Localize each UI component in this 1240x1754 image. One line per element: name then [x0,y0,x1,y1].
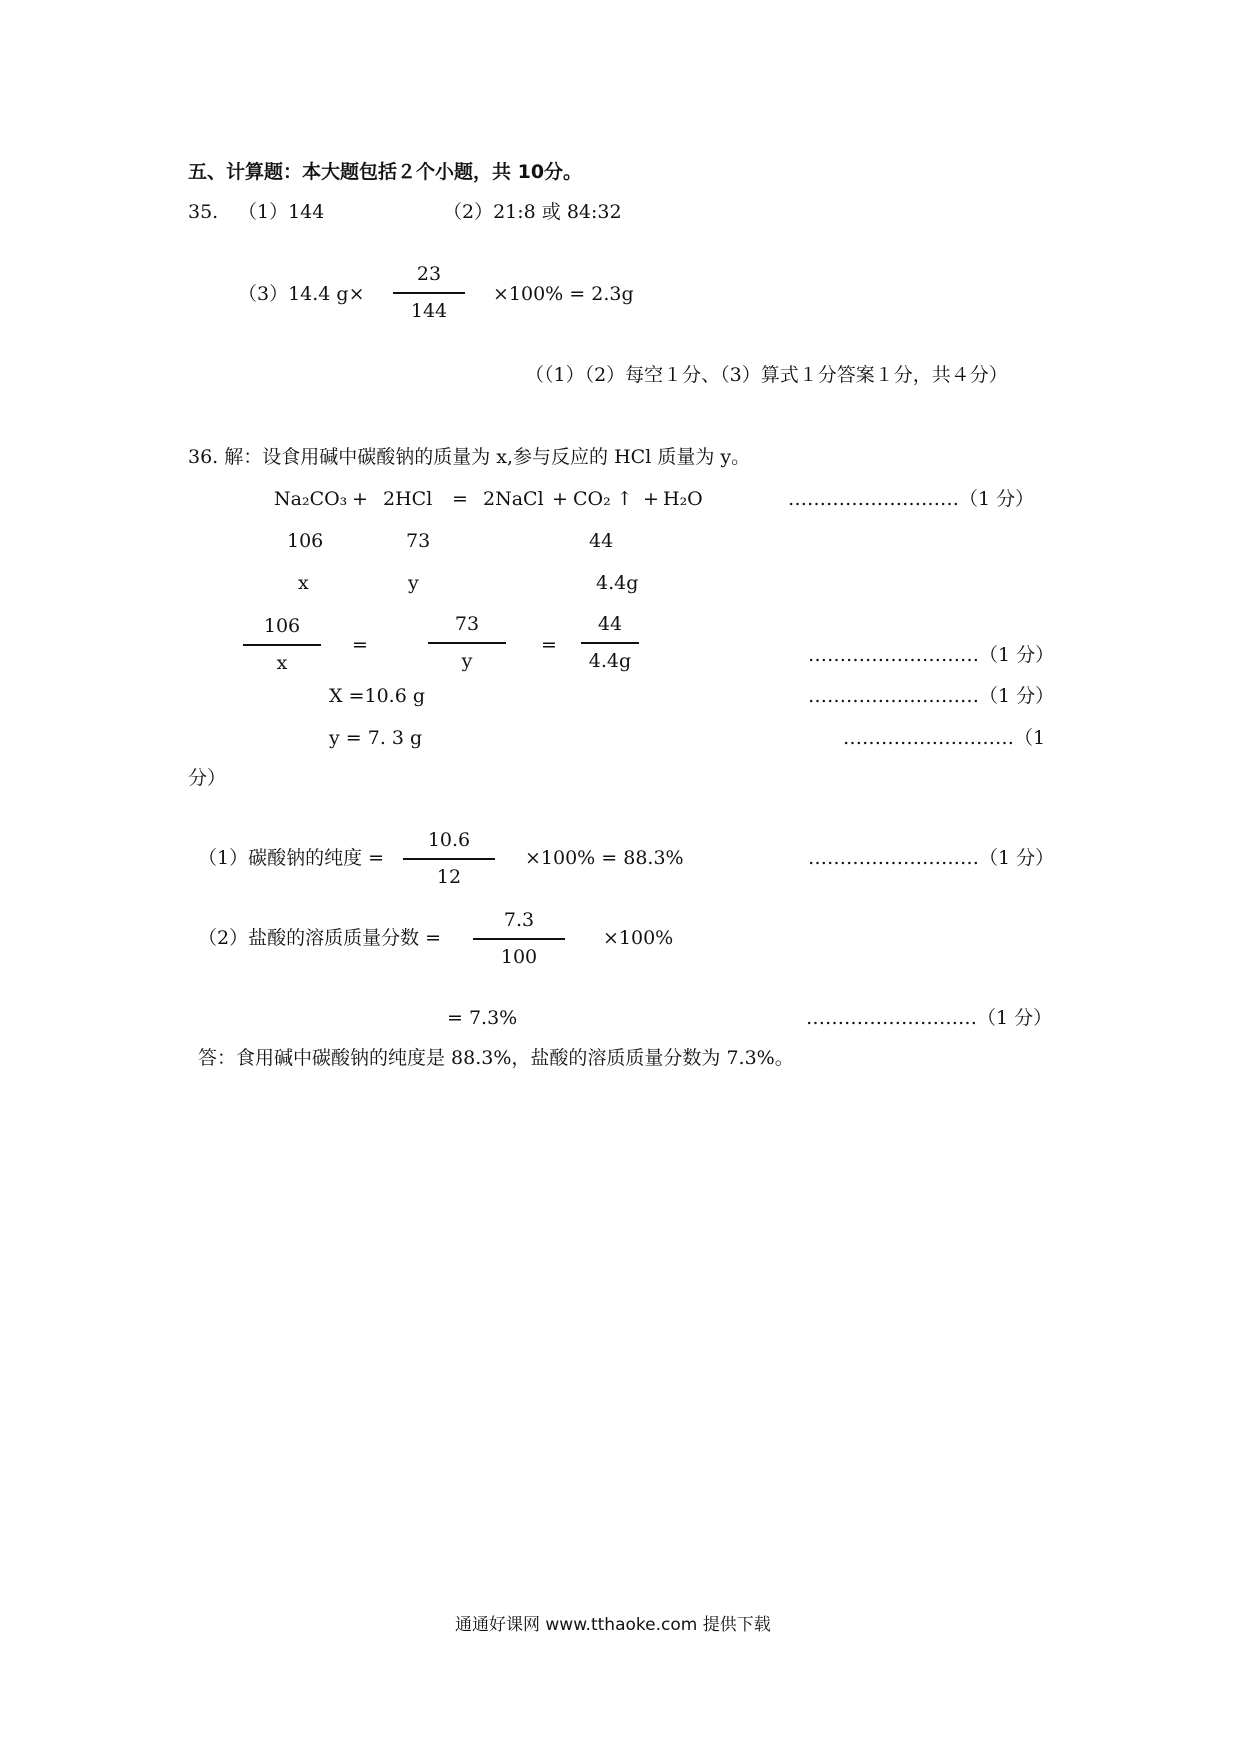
q35-part2: （2）21:8 或 84:32 [443,201,622,223]
fraction-numerator: 10.6 [427,829,471,851]
eq-plus-3: + [643,488,659,510]
fraction-numerator: 7.3 [503,909,535,931]
eq-plus-1: + [352,488,368,510]
ratio-equals-2: = [541,634,557,656]
q35-scoring: （（1）（2）每空１分、（3）算式１分答案１分，共４分） [525,364,1008,386]
x-result: X =10.6 g [329,685,425,707]
fraction-bar [403,858,495,860]
q35-fraction [393,265,465,321]
ratio-score: ………………………（1 分） [808,644,1055,666]
ratio-fraction-3 [581,615,639,671]
fraction-numerator: 23 [416,263,442,285]
unknown-y: y [408,572,419,594]
unknown-x: x [298,572,309,594]
eq-na2co3: Na₂CO₃ [274,488,348,510]
concentration-multiplier: ×100% [603,927,674,949]
eq-nacl: 2NaCl [483,488,544,510]
fraction-bar [393,292,465,294]
purity-label: （1）碳酸钠的纯度 = [198,847,385,869]
eq-plus-2: + [552,488,568,510]
ratio-equals-1: = [352,634,368,656]
concentration-result: = 7.3% [447,1007,518,1029]
y-result: y = 7. 3 g [329,727,423,749]
given-co2-mass: 4.4g [596,572,639,594]
fraction-denominator: 12 [436,866,462,888]
eq-hcl: 2HCl [383,488,433,510]
y-score-wrap: 分） [188,767,227,789]
fraction-numerator: 44 [597,613,623,635]
x-score: ………………………（1 分） [808,685,1055,707]
mass-co2: 44 [589,530,614,552]
mass-hcl: 73 [406,530,431,552]
fraction-denominator: 4.4g [588,650,632,672]
q35-part3-suffix: ×100% = 2.3g [493,283,634,305]
eq-equals: = [452,488,468,510]
fraction-denominator: y [461,650,473,672]
concentration-label: （2）盐酸的溶质质量分数 = [198,927,442,949]
ratio-fraction-2 [428,615,506,671]
q35-number: 35. [188,201,219,223]
q35-part3-prefix: （3）14.4 g× [238,283,365,305]
fraction-numerator: 73 [454,613,480,635]
eq-score: ………………………（1 分） [788,488,1035,510]
page-footer: 通通好课网 www.tthaoke.com 提供下载 [455,1615,771,1635]
fraction-denominator: x [276,652,288,674]
concentration-fraction [473,911,565,967]
fraction-bar [428,642,506,644]
eq-h2o: H₂O [663,488,703,510]
purity-result: ×100% = 88.3% [525,847,684,869]
fraction-denominator: 100 [500,946,538,968]
purity-score: ………………………（1 分） [808,847,1055,869]
fraction-bar [243,644,321,646]
fraction-numerator: 106 [263,615,301,637]
mass-na2co3: 106 [287,530,324,552]
fraction-bar [581,642,639,644]
purity-fraction [403,831,495,887]
eq-co2: CO₂ ↑ [573,488,633,510]
final-answer: 答：食用碱中碳酸钠的纯度是 88.3%，盐酸的溶质质量分数为 7.3%。 [198,1047,794,1069]
y-score: ………………………（1 [843,727,1046,749]
q35-part1: （1）144 [238,201,325,223]
fraction-bar [473,938,565,940]
fraction-denominator: 144 [410,300,448,322]
concentration-score: ………………………（1 分） [806,1007,1053,1029]
q36-intro: 36. 解：设食用碱中碳酸钠的质量为 x,参与反应的 HCl 质量为 y。 [188,446,751,468]
section-title: 五、计算题：本大题包括２个小题，共 10分。 [188,161,583,183]
ratio-fraction-1 [243,617,321,673]
